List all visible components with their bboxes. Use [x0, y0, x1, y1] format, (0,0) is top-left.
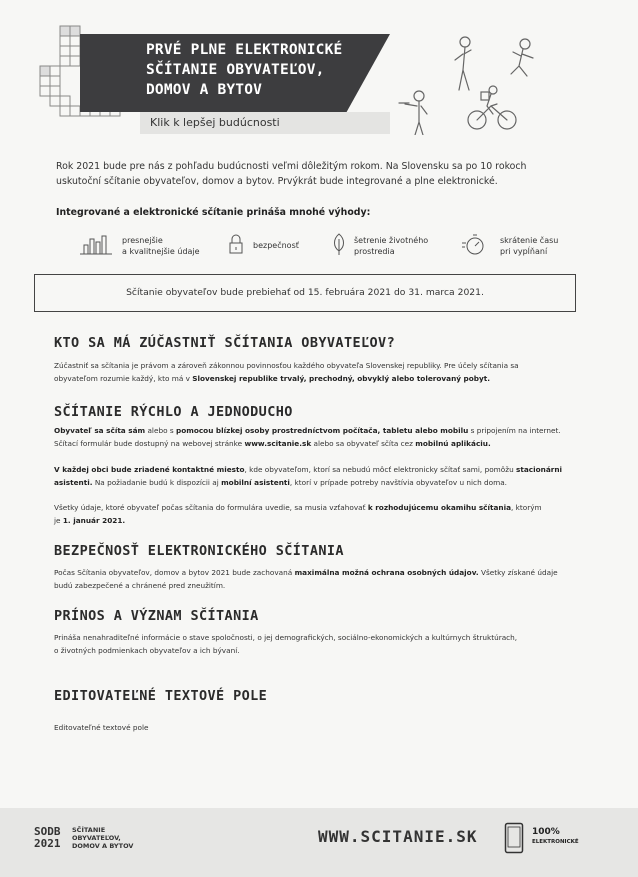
intro-line-2: uskutoční sčítanie obyvateľov, domov a bytov. Prvýkrát bude integrované a plne elektronické.	[56, 176, 498, 187]
quick-p2-g: , ktorí v prípade potreby navštívia obyvateľov u nich doma.	[289, 478, 508, 487]
quick-p1-b: alebo s	[145, 426, 176, 435]
section-heading-who: KTO SA MÁ ZÚČASTNIŤ SČÍTANIA OBYVATEĽOV?	[54, 335, 396, 351]
section-heading-quick: SČÍTANIE RÝCHLO A JEDNODUCHO	[54, 404, 293, 420]
stopwatch-icon	[462, 232, 488, 256]
benefit-security-line-1: bezpečnosť	[253, 241, 299, 250]
quick-p2-f: mobilní asistenti	[221, 478, 290, 487]
quick-p1-line-1	[54, 424, 584, 437]
section-quick-p1	[54, 424, 584, 450]
tagline: Klik k lepšej budúcnosti	[150, 116, 280, 129]
who-line-2-start: obyvateľom rozumie každý, kto má v	[54, 374, 193, 383]
benefit-accuracy	[122, 235, 200, 257]
quick-p3-line-2	[54, 514, 584, 527]
quick-p3-e: 1. január 2021.	[62, 516, 126, 525]
quick-p1-c: pomocou blízkej osoby prostredníctvom počítača, tabletu alebo mobilu	[176, 426, 469, 435]
quick-p2-c: stacionárni	[516, 465, 563, 474]
quick-p2-line-2	[54, 476, 584, 489]
section-who-text	[54, 359, 584, 385]
security-l1-c: Všetky získané údaje	[478, 568, 558, 577]
sodb-label-2: OBYVATEĽOV,	[72, 834, 121, 842]
bar-chart-icon	[80, 233, 112, 255]
benefit-security	[253, 240, 299, 251]
benefits-title: Integrované a elektronické sčítanie prináša mnohé výhody:	[56, 207, 371, 218]
quick-p1-g: alebo sa obyvateľ sčíta cez	[311, 439, 416, 448]
quick-p2-d: asistenti.	[54, 478, 93, 487]
sodb-logo-bottom: 2021	[34, 837, 61, 850]
benefit-environment-line-2: prostredia	[354, 247, 395, 256]
benefit-time-line-1: skrátenie času	[500, 236, 559, 245]
title-line-3: DOMOV A BYTOV	[146, 82, 263, 98]
security-line-2: budú zabezpečené a chránené pred zneužitím.	[54, 581, 226, 590]
section-quick-p2	[54, 463, 584, 489]
quick-p1-h: mobilnú aplikáciu.	[415, 439, 491, 448]
benefit-accuracy-line-1: presnejšie	[122, 236, 163, 245]
date-notice: Sčítanie obyvateľov bude prebiehať od 15. februára 2021 do 31. marca 2021.	[126, 287, 484, 298]
title-line-2: SČÍTANIE OBYVATEĽOV,	[146, 62, 325, 78]
quick-p3-line-1	[54, 501, 584, 514]
section-heading-benefit: PRÍNOS A VÝZNAM SČÍTANIA	[54, 608, 259, 624]
security-l1-b: maximálna možná ochrana osobných údajov.	[294, 568, 479, 577]
section-security-text	[54, 566, 584, 592]
quick-p2-b: , kde obyvateľom, ktorí sa nebudú môcť elektronicky sčítať sami, pomôžu	[244, 465, 517, 474]
sodb-label	[72, 826, 133, 850]
editable-heading: EDITOVATEĽNÉ TEXTOVÉ POLE	[54, 688, 268, 704]
electronic-badge-percent: 100%	[532, 827, 560, 837]
sodb-logo-top: SODB	[34, 825, 61, 838]
leaf-icon	[331, 233, 347, 255]
lock-icon	[228, 234, 244, 254]
quick-p1-e: Sčítací formulár bude dostupný na webovej stránke	[54, 439, 245, 448]
quick-p1-a: Obyvateľ sa sčíta sám	[54, 426, 146, 435]
electronic-badge-label: ELEKTRONICKÉ	[532, 839, 579, 845]
benefit-time	[500, 235, 558, 257]
quick-p3-b: k rozhodujúcemu okamihu sčítania	[367, 503, 512, 512]
benefit-accuracy-line-2: a kvalitnejšie údaje	[122, 247, 200, 256]
quick-p2-line-1	[54, 463, 584, 476]
title-line-1: PRVÉ PLNE ELEKTRONICKÉ	[146, 42, 343, 58]
people-illustration-icon	[395, 30, 555, 135]
quick-p1-d: s pripojením na internet.	[468, 426, 561, 435]
quick-p3-a: Všetky údaje, ktoré obyvateľ počas sčítania do formulára uvedie, sa musia vzťahovať	[54, 503, 368, 512]
quick-p1-line-2	[54, 437, 584, 450]
tablet-icon	[504, 822, 524, 854]
quick-p3-c: , ktorým	[511, 503, 542, 512]
security-line-1	[54, 566, 584, 579]
section-benefit-text	[54, 631, 584, 657]
section-heading-security: BEZPEČNOSŤ ELEKTRONICKÉHO SČÍTANIA	[54, 543, 344, 559]
sodb-label-3: DOMOV A BYTOV	[72, 842, 134, 850]
section-quick-p3	[54, 501, 584, 527]
intro-line-1: Rok 2021 bude pre nás z pohľadu budúcnosti veľmi dôležitým rokom. Na Slovensku sa po 10 rokoch	[56, 161, 527, 172]
who-line-2-bold: Slovenskej republike trvalý, prechodný, obvyklý alebo tolerovaný pobyt.	[192, 374, 491, 383]
quick-p1-url: www.scitanie.sk	[244, 439, 312, 448]
website-link[interactable]: WWW.SCITANIE.SK	[318, 827, 478, 846]
quick-p2-a: V každej obci bude zriadené kontaktné miesto	[54, 465, 245, 474]
sodb-logo	[34, 826, 61, 850]
benefit-line-1: Prináša nenahraditeľné informácie o stave spoločnosti, o jej demografických, sociálno-ekonomických a kultúrnych štruktúrach,	[54, 633, 518, 642]
security-l1-a: Počas Sčítania obyvateľov, domov a bytov 2021 bude zachovaná	[54, 568, 295, 577]
who-line-2	[54, 372, 584, 385]
benefit-line-2: o životných podmienkach obyvateľov a ich bývaní.	[54, 646, 240, 655]
benefit-time-line-2: pri vypĺňaní	[500, 247, 548, 256]
sodb-label-1: SČÍTANIE	[72, 826, 106, 834]
who-line-1: Zúčastniť sa sčítania je právom a zároveň zákonnou povinnosťou každého obyvateľa Slovenskej republiky. Pre účely sčítania sa	[54, 361, 519, 370]
quick-p3-d: je	[54, 516, 63, 525]
page-title	[146, 40, 386, 100]
benefit-environment	[354, 235, 428, 257]
editable-body[interactable]: Editovateľné textové pole	[54, 723, 149, 732]
quick-p2-e: Na požiadanie budú k dispozícii aj	[92, 478, 222, 487]
benefit-environment-line-1: šetrenie životného	[354, 236, 429, 245]
intro-paragraph	[56, 159, 576, 189]
